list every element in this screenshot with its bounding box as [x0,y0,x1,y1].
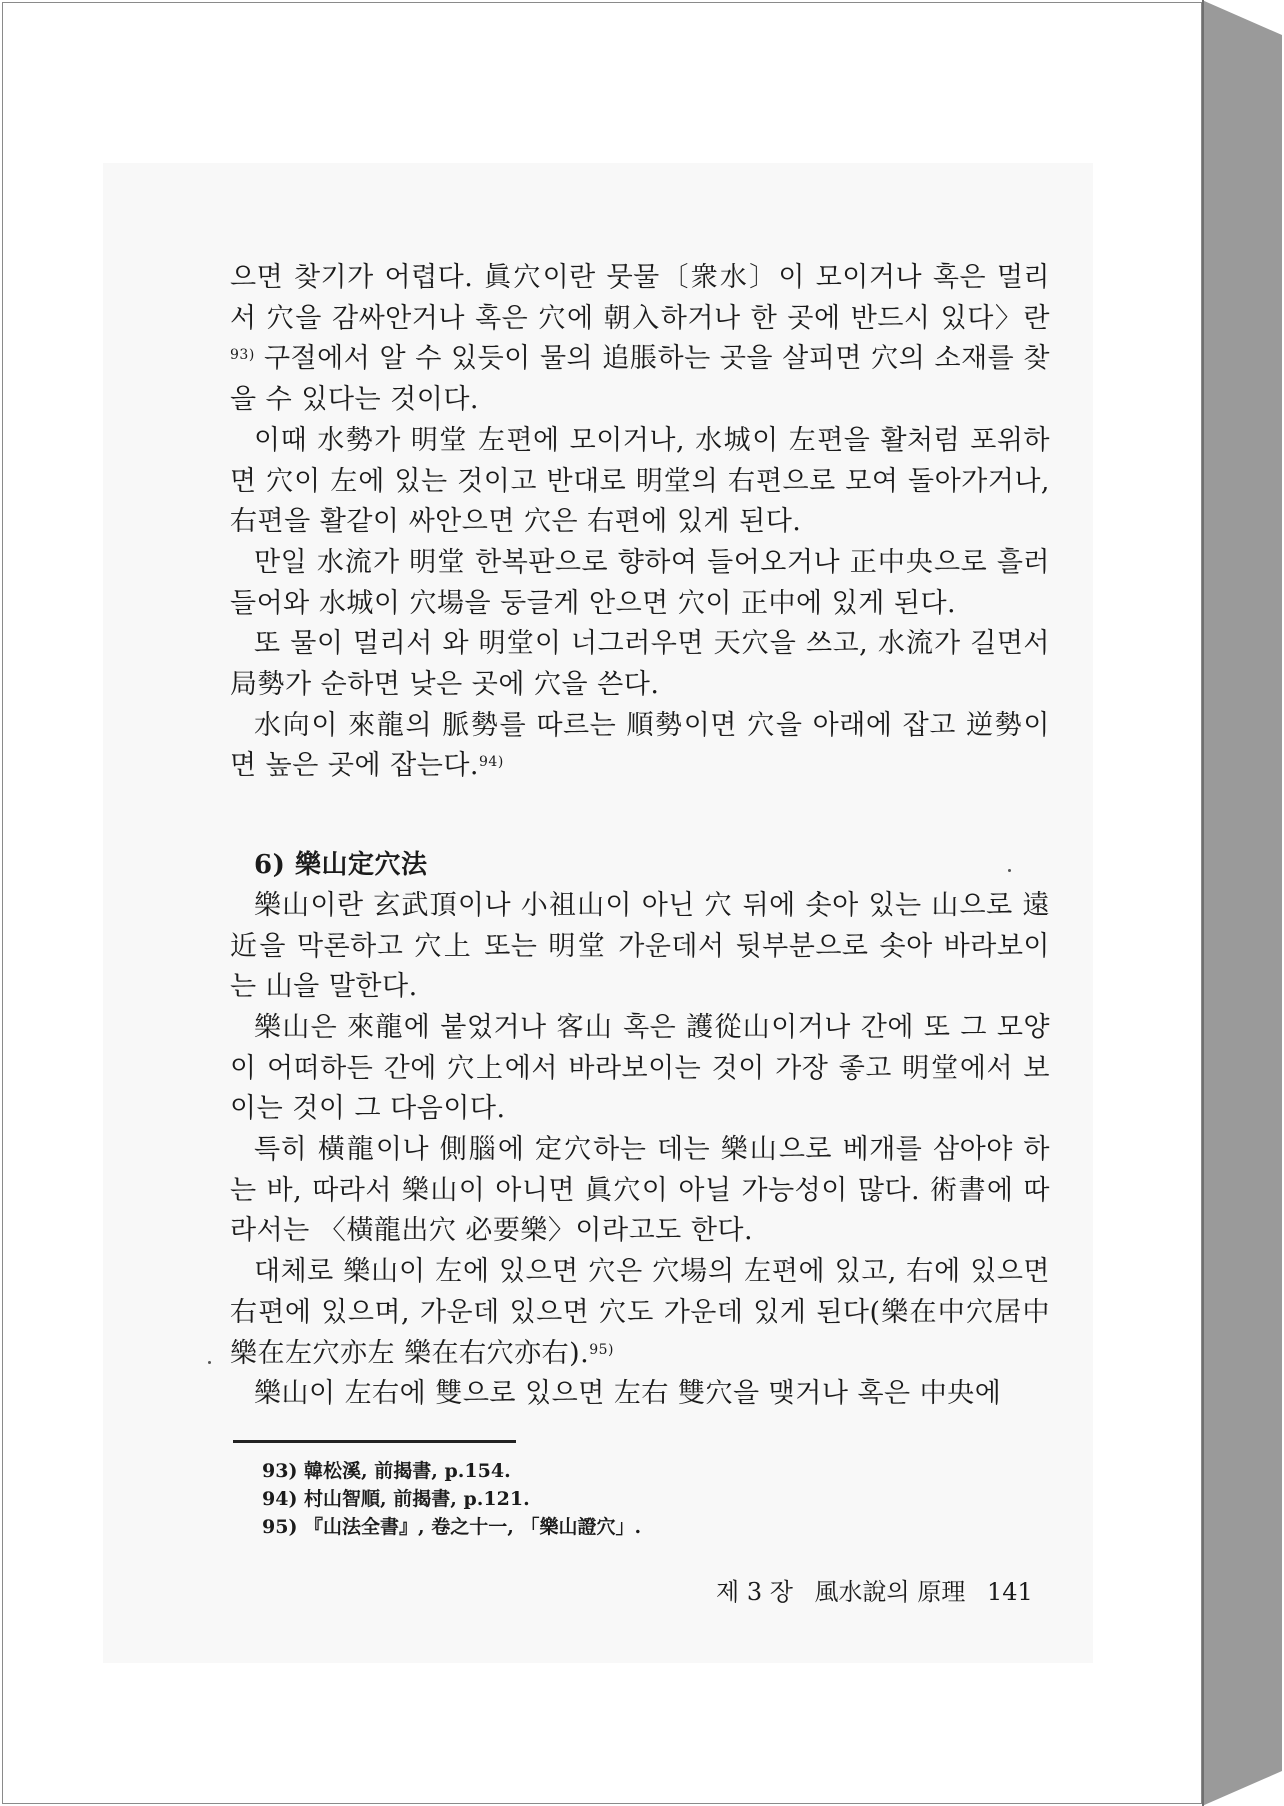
paragraph: 특히 橫龍이나 側腦에 定穴하는 데는 樂山으로 베개를 삼아야 하는 바, 따라서 樂山이 아니면 眞穴이 아닐 가능성이 많다. 術書에 따라서는 〈橫龍出穴 必要樂〉이라고도 한다. [230,1134,1050,1247]
paragraph: 樂山이란 玄武頂이나 小祖山이 아닌 穴 뒤에 솟아 있는 山으로 遠近을 막론하고 穴上 또는 明堂 가운데서 뒷부분으로 솟아 바라보이는 山을 말한다. [230,889,1050,1003]
scan-speck [1008,869,1011,872]
section-heading: 6) 樂山定穴法 [254,850,428,881]
page-number: 141 [987,1578,1033,1606]
footnote-marker: 94) [479,754,504,771]
book-spine-edge [1202,0,1204,1806]
footnotes [262,1457,1022,1541]
scan-speck [208,1361,211,1364]
body-text [230,258,1050,1415]
paragraph: 樂山은 來龍에 붙었거나 客山 혹은 護從山이거나 간에 또 그 모양이 어떠하든 간에 穴上에서 바라보이는 것이 가장 좋고 明堂에서 보이는 것이 그 다음이다. [230,1011,1050,1125]
footnote: 95) 『山法全書』, 卷之十一, 「樂山證穴」. [262,1516,642,1538]
paragraph: 또 물이 멀리서 와 明堂이 너그러우면 天穴을 쓰고, 水流가 길면서 局勢가 순하면 낮은 곳에 穴을 쓴다. [230,628,1050,701]
paragraph: 이때 水勢가 明堂 左편에 모이거나, 水城이 左편을 활처럼 포위하면 穴이 左에 있는 것이고 반대로 明堂의 右편으로 모여 돌아가거나, 右편을 활같이 싸안으면 穴은 右편에 있게 된다. [230,424,1050,538]
paragraph [230,1252,1050,1374]
footnote: 93) 韓松溪, 前揭書, p.154. [262,1460,511,1482]
paragraph-text: 대체로 樂山이 左에 있으면 穴은 穴場의 左편에 있고, 右에 있으면 右편에 있으며, 가운데 있으면 穴도 가운데 있게 된다(樂在中穴居中 樂在左穴亦左 樂在右穴亦右). [230,1256,1050,1369]
paragraph-text: 으면 찾기가 어렵다. 眞穴이란 뭇물〔衆水〕이 모이거나 혹은 멀리서 穴을 감싸안거나 혹은 穴에 朝入하거나 한 곳에 반드시 있다〉란 [230,262,1050,334]
paragraph [230,258,1050,421]
footnote-marker: 95) [589,1341,614,1358]
running-footer [716,1572,1036,1607]
book-spine [1202,0,1282,1806]
footnote-divider [233,1440,516,1443]
footnote: 94) 村山智順, 前揭書, p.121. [262,1488,530,1510]
footnote-marker: 93) [230,347,255,364]
paragraph [230,706,1050,787]
paragraph: 만일 水流가 明堂 한복판으로 향하여 들어오거나 正中央으로 흘러 들어와 水城이 穴場을 둥글게 안으면 穴이 正中에 있게 된다. [230,546,1050,619]
chapter-label: 제 3 장 [716,1578,793,1606]
paragraph-text: 水向이 來龍의 脈勢를 따르는 順勢이면 穴을 아래에 잡고 逆勢이면 높은 곳에 잡는다. [230,709,1050,782]
paragraph: 樂山이 左右에 雙으로 있으면 左右 雙穴을 맺거나 혹은 中央에 [254,1378,1002,1410]
chapter-title: 風水說의 原理 [814,1578,966,1606]
paragraph-text: 구절에서 알 수 있듯이 물의 追脹하는 곳을 살피면 穴의 소재를 찾을 수 있다는 것이다. [230,343,1050,416]
